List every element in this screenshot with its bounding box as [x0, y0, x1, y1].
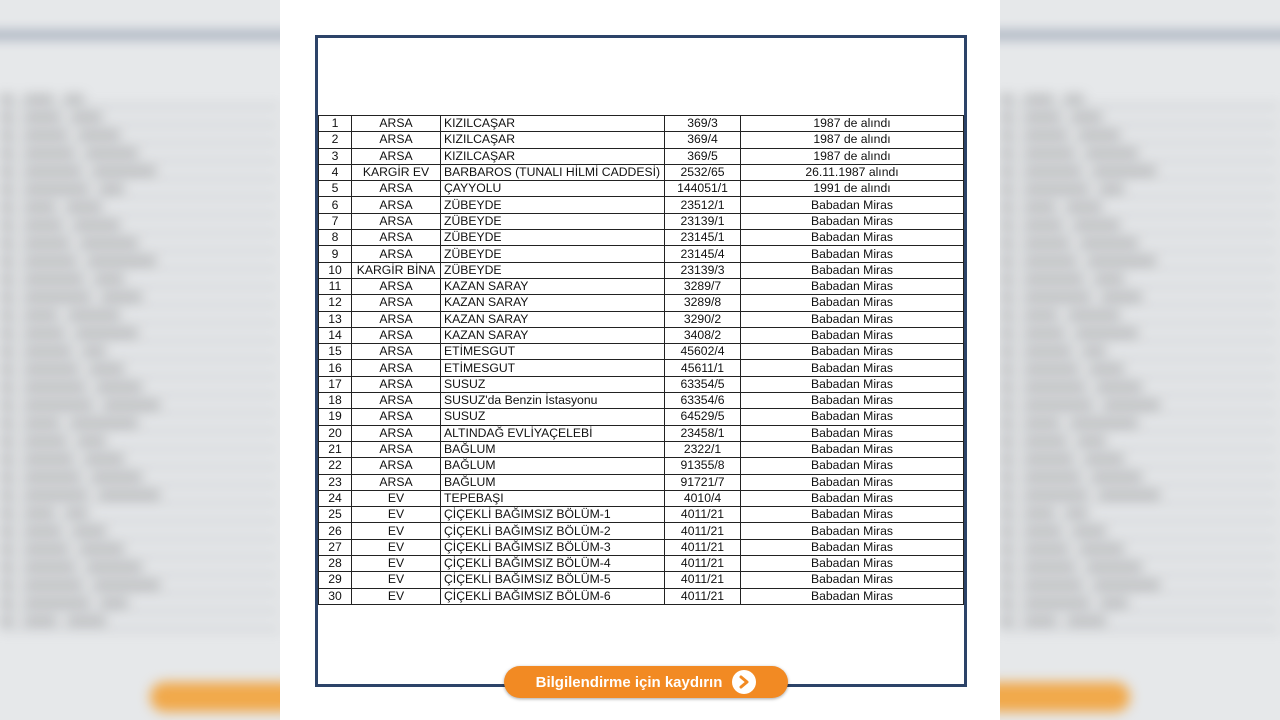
property-table-body — [319, 116, 964, 605]
property-type-cell: ARSA — [352, 132, 441, 148]
table-row — [319, 490, 964, 506]
table-row — [319, 327, 964, 343]
blurred-row — [0, 540, 280, 558]
blurred-row — [1000, 486, 1280, 504]
location-cell: ZÜBEYDE — [441, 213, 665, 229]
blurred-row — [0, 432, 280, 450]
blurred-row — [1000, 306, 1280, 324]
table-row — [319, 132, 964, 148]
location-cell: ÇİÇEKLİ BAĞIMSIZ BÖLÜM-6 — [441, 588, 665, 604]
blurred-row — [0, 234, 280, 252]
table-row — [319, 230, 964, 246]
property-type-cell: KARGİR BİNA — [352, 262, 441, 278]
table-row — [319, 181, 964, 197]
table-row — [319, 376, 964, 392]
row-number-cell: 27 — [319, 539, 352, 555]
acquisition-note-cell: Babadan Miras — [741, 213, 964, 229]
parcel-cell: 2322/1 — [665, 441, 741, 457]
acquisition-note-cell: Babadan Miras — [741, 409, 964, 425]
acquisition-note-cell: Babadan Miras — [741, 441, 964, 457]
property-type-cell: ARSA — [352, 148, 441, 164]
row-number-cell: 7 — [319, 213, 352, 229]
acquisition-note-cell: Babadan Miras — [741, 588, 964, 604]
blurred-row — [1000, 594, 1280, 612]
parcel-cell: 63354/5 — [665, 376, 741, 392]
parcel-cell: 91355/8 — [665, 458, 741, 474]
acquisition-note-cell: 1987 de alındı — [741, 132, 964, 148]
location-cell: SUSUZ — [441, 409, 665, 425]
property-type-cell: ARSA — [352, 344, 441, 360]
blurred-row — [0, 324, 280, 342]
blurred-row — [1000, 198, 1280, 216]
parcel-cell: 3290/2 — [665, 311, 741, 327]
location-cell: KAZAN SARAY — [441, 278, 665, 294]
chevron-right-icon — [732, 670, 756, 694]
blurred-row — [0, 594, 280, 612]
acquisition-note-cell: 1987 de alındı — [741, 116, 964, 132]
acquisition-note-cell: Babadan Miras — [741, 327, 964, 343]
property-type-cell: KARGİR EV — [352, 164, 441, 180]
property-type-cell: ARSA — [352, 376, 441, 392]
parcel-cell: 45602/4 — [665, 344, 741, 360]
parcel-cell: 4011/21 — [665, 572, 741, 588]
parcel-cell: 23145/4 — [665, 246, 741, 262]
parcel-cell: 4011/21 — [665, 588, 741, 604]
blurred-row — [0, 306, 280, 324]
location-cell: SUSUZ'da Benzin İstasyonu — [441, 393, 665, 409]
blurred-row — [1000, 252, 1280, 270]
property-type-cell: ARSA — [352, 393, 441, 409]
row-number-cell: 19 — [319, 409, 352, 425]
location-cell: KAZAN SARAY — [441, 311, 665, 327]
blurred-row — [1000, 414, 1280, 432]
row-number-cell: 6 — [319, 197, 352, 213]
table-row — [319, 262, 964, 278]
row-number-cell: 30 — [319, 588, 352, 604]
parcel-cell: 4011/21 — [665, 523, 741, 539]
blurred-row — [1000, 90, 1280, 108]
parcel-cell: 2532/65 — [665, 164, 741, 180]
location-cell: BAĞLUM — [441, 474, 665, 490]
row-number-cell: 15 — [319, 344, 352, 360]
row-number-cell: 21 — [319, 441, 352, 457]
blurred-row — [0, 90, 280, 108]
property-type-cell: EV — [352, 588, 441, 604]
acquisition-note-cell: Babadan Miras — [741, 262, 964, 278]
parcel-cell: 23139/3 — [665, 262, 741, 278]
location-cell: BAĞLUM — [441, 441, 665, 457]
acquisition-note-cell: Babadan Miras — [741, 295, 964, 311]
blurred-row — [0, 612, 280, 630]
table-row — [319, 278, 964, 294]
location-cell: BAĞLUM — [441, 458, 665, 474]
acquisition-note-cell: Babadan Miras — [741, 230, 964, 246]
location-cell: ÇİÇEKLİ BAĞIMSIZ BÖLÜM-1 — [441, 507, 665, 523]
acquisition-note-cell: Babadan Miras — [741, 344, 964, 360]
blurred-row — [0, 522, 280, 540]
table-row — [319, 556, 964, 572]
acquisition-note-cell: Babadan Miras — [741, 572, 964, 588]
row-number-cell: 12 — [319, 295, 352, 311]
property-type-cell: EV — [352, 556, 441, 572]
blurred-row — [1000, 108, 1280, 126]
property-type-cell: ARSA — [352, 425, 441, 441]
acquisition-note-cell: 1991 de alındı — [741, 181, 964, 197]
property-table — [318, 115, 964, 605]
acquisition-note-cell: Babadan Miras — [741, 507, 964, 523]
blurred-row — [0, 576, 280, 594]
table-row — [319, 409, 964, 425]
table-row — [319, 425, 964, 441]
property-type-cell: ARSA — [352, 295, 441, 311]
acquisition-note-cell: Babadan Miras — [741, 376, 964, 392]
location-cell: KIZILCAŞAR — [441, 116, 665, 132]
location-cell: ETİMESGUT — [441, 360, 665, 376]
location-cell: ZÜBEYDE — [441, 197, 665, 213]
parcel-cell: 144051/1 — [665, 181, 741, 197]
row-number-cell: 13 — [319, 311, 352, 327]
blurred-row — [0, 360, 280, 378]
row-number-cell: 28 — [319, 556, 352, 572]
blurred-row — [0, 378, 280, 396]
parcel-cell: 23458/1 — [665, 425, 741, 441]
blurred-row — [0, 144, 280, 162]
row-number-cell: 2 — [319, 132, 352, 148]
location-cell: KIZILCAŞAR — [441, 132, 665, 148]
blurred-row — [1000, 324, 1280, 342]
acquisition-note-cell: Babadan Miras — [741, 539, 964, 555]
row-number-cell: 20 — [319, 425, 352, 441]
property-type-cell: ARSA — [352, 213, 441, 229]
location-cell: TEPEBAŞI — [441, 490, 665, 506]
row-number-cell: 1 — [319, 116, 352, 132]
blurred-row — [0, 162, 280, 180]
property-type-cell: ARSA — [352, 327, 441, 343]
acquisition-note-cell: Babadan Miras — [741, 360, 964, 376]
location-cell: ÇİÇEKLİ BAĞIMSIZ BÖLÜM-2 — [441, 523, 665, 539]
acquisition-note-cell: Babadan Miras — [741, 311, 964, 327]
parcel-cell: 63354/6 — [665, 393, 741, 409]
property-type-cell: ARSA — [352, 360, 441, 376]
property-type-cell: EV — [352, 490, 441, 506]
property-type-cell: ARSA — [352, 197, 441, 213]
blurred-row — [1000, 342, 1280, 360]
parcel-cell: 369/3 — [665, 116, 741, 132]
blurred-row — [0, 216, 280, 234]
blurred-row — [1000, 234, 1280, 252]
table-row — [319, 197, 964, 213]
blurred-row — [0, 126, 280, 144]
table-row — [319, 148, 964, 164]
property-type-cell: ARSA — [352, 278, 441, 294]
table-row — [319, 393, 964, 409]
acquisition-note-cell: Babadan Miras — [741, 425, 964, 441]
row-number-cell: 22 — [319, 458, 352, 474]
table-row — [319, 246, 964, 262]
acquisition-note-cell: Babadan Miras — [741, 278, 964, 294]
property-type-cell: EV — [352, 539, 441, 555]
parcel-cell: 3289/8 — [665, 295, 741, 311]
acquisition-note-cell: 1987 de alındı — [741, 148, 964, 164]
blurred-row — [1000, 180, 1280, 198]
parcel-cell: 4011/21 — [665, 539, 741, 555]
blurred-row — [1000, 576, 1280, 594]
table-row — [319, 588, 964, 604]
blurred-row — [1000, 504, 1280, 522]
property-type-cell: ARSA — [352, 458, 441, 474]
table-row — [319, 441, 964, 457]
row-number-cell: 5 — [319, 181, 352, 197]
property-type-cell: ARSA — [352, 474, 441, 490]
acquisition-note-cell: Babadan Miras — [741, 490, 964, 506]
scroll-button-label: Bilgilendirme için kaydırın — [535, 673, 723, 691]
acquisition-note-cell: 26.11.1987 alındı — [741, 164, 964, 180]
blurred-row — [1000, 270, 1280, 288]
parcel-cell: 45611/1 — [665, 360, 741, 376]
blurred-background-right — [1000, 0, 1280, 720]
location-cell: ZÜBEYDE — [441, 246, 665, 262]
table-row — [319, 295, 964, 311]
acquisition-note-cell: Babadan Miras — [741, 474, 964, 490]
table-row — [319, 311, 964, 327]
location-cell: KAZAN SARAY — [441, 327, 665, 343]
parcel-cell: 4010/4 — [665, 490, 741, 506]
acquisition-note-cell: Babadan Miras — [741, 197, 964, 213]
blurred-row — [0, 414, 280, 432]
parcel-cell: 4011/21 — [665, 556, 741, 572]
location-cell: KAZAN SARAY — [441, 295, 665, 311]
blurred-row — [0, 270, 280, 288]
location-cell: ÇİÇEKLİ BAĞIMSIZ BÖLÜM-5 — [441, 572, 665, 588]
blurred-row — [1000, 468, 1280, 486]
row-number-cell: 16 — [319, 360, 352, 376]
table-row — [319, 360, 964, 376]
parcel-cell: 91721/7 — [665, 474, 741, 490]
row-number-cell: 14 — [319, 327, 352, 343]
location-cell: ÇİÇEKLİ BAĞIMSIZ BÖLÜM-3 — [441, 539, 665, 555]
blurred-row — [1000, 144, 1280, 162]
blurred-row — [1000, 450, 1280, 468]
property-type-cell: ARSA — [352, 116, 441, 132]
blurred-row — [1000, 288, 1280, 306]
property-type-cell: ARSA — [352, 311, 441, 327]
property-type-cell: ARSA — [352, 230, 441, 246]
property-type-cell: ARSA — [352, 441, 441, 457]
location-cell: KIZILCAŞAR — [441, 148, 665, 164]
blurred-row — [0, 198, 280, 216]
acquisition-note-cell: Babadan Miras — [741, 458, 964, 474]
blurred-row — [1000, 612, 1280, 630]
blurred-row — [1000, 360, 1280, 378]
row-number-cell: 24 — [319, 490, 352, 506]
blurred-row — [1000, 126, 1280, 144]
row-number-cell: 4 — [319, 164, 352, 180]
row-number-cell: 29 — [319, 572, 352, 588]
property-type-cell: ARSA — [352, 181, 441, 197]
blurred-row — [0, 342, 280, 360]
parcel-cell: 369/4 — [665, 132, 741, 148]
location-cell: BARBAROS (TUNALI HİLMİ CADDESİ) — [441, 164, 665, 180]
property-type-cell: EV — [352, 523, 441, 539]
location-cell: ETİMESGUT — [441, 344, 665, 360]
property-type-cell: EV — [352, 572, 441, 588]
location-cell: ZÜBEYDE — [441, 262, 665, 278]
row-number-cell: 26 — [319, 523, 352, 539]
row-number-cell: 17 — [319, 376, 352, 392]
table-row — [319, 507, 964, 523]
blurred-row — [0, 504, 280, 522]
blurred-row — [0, 468, 280, 486]
table-row — [319, 213, 964, 229]
acquisition-note-cell: Babadan Miras — [741, 393, 964, 409]
table-row — [319, 474, 964, 490]
location-cell: ALTINDAĞ EVLİYAÇELEBİ — [441, 425, 665, 441]
acquisition-note-cell: Babadan Miras — [741, 246, 964, 262]
acquisition-note-cell: Babadan Miras — [741, 523, 964, 539]
blurred-row — [1000, 522, 1280, 540]
blurred-row — [1000, 432, 1280, 450]
parcel-cell: 3408/2 — [665, 327, 741, 343]
blurred-row — [1000, 162, 1280, 180]
parcel-cell: 23139/1 — [665, 213, 741, 229]
parcel-cell: 64529/5 — [665, 409, 741, 425]
location-cell: ZÜBEYDE — [441, 230, 665, 246]
blurred-row — [0, 486, 280, 504]
row-number-cell: 10 — [319, 262, 352, 278]
acquisition-note-cell: Babadan Miras — [741, 556, 964, 572]
parcel-cell: 3289/7 — [665, 278, 741, 294]
blurred-row — [1000, 396, 1280, 414]
table-row — [319, 458, 964, 474]
table-row — [319, 523, 964, 539]
parcel-cell: 369/5 — [665, 148, 741, 164]
row-number-cell: 3 — [319, 148, 352, 164]
row-number-cell: 18 — [319, 393, 352, 409]
blurred-row — [1000, 216, 1280, 234]
table-row — [319, 344, 964, 360]
parcel-cell: 23145/1 — [665, 230, 741, 246]
blurred-row — [0, 252, 280, 270]
blurred-row — [0, 396, 280, 414]
table-row — [319, 164, 964, 180]
row-number-cell: 9 — [319, 246, 352, 262]
table-row — [319, 572, 964, 588]
location-cell: SUSUZ — [441, 376, 665, 392]
blurred-row — [0, 108, 280, 126]
property-type-cell: ARSA — [352, 246, 441, 262]
location-cell: ÇİÇEKLİ BAĞIMSIZ BÖLÜM-4 — [441, 556, 665, 572]
row-number-cell: 25 — [319, 507, 352, 523]
blurred-row — [1000, 540, 1280, 558]
table-row — [319, 539, 964, 555]
blurred-background-left — [0, 0, 280, 720]
scroll-for-info-button[interactable] — [504, 666, 788, 698]
blurred-row — [1000, 378, 1280, 396]
document-frame — [315, 35, 967, 687]
row-number-cell: 23 — [319, 474, 352, 490]
table-row — [319, 116, 964, 132]
property-type-cell: ARSA — [352, 409, 441, 425]
blurred-row — [0, 180, 280, 198]
property-type-cell: EV — [352, 507, 441, 523]
document-panel — [280, 0, 1000, 720]
parcel-cell: 23512/1 — [665, 197, 741, 213]
blurred-row — [0, 288, 280, 306]
location-cell: ÇAYYOLU — [441, 181, 665, 197]
blurred-row — [0, 558, 280, 576]
parcel-cell: 4011/21 — [665, 507, 741, 523]
blurred-row — [1000, 558, 1280, 576]
row-number-cell: 8 — [319, 230, 352, 246]
row-number-cell: 11 — [319, 278, 352, 294]
blurred-row — [0, 450, 280, 468]
